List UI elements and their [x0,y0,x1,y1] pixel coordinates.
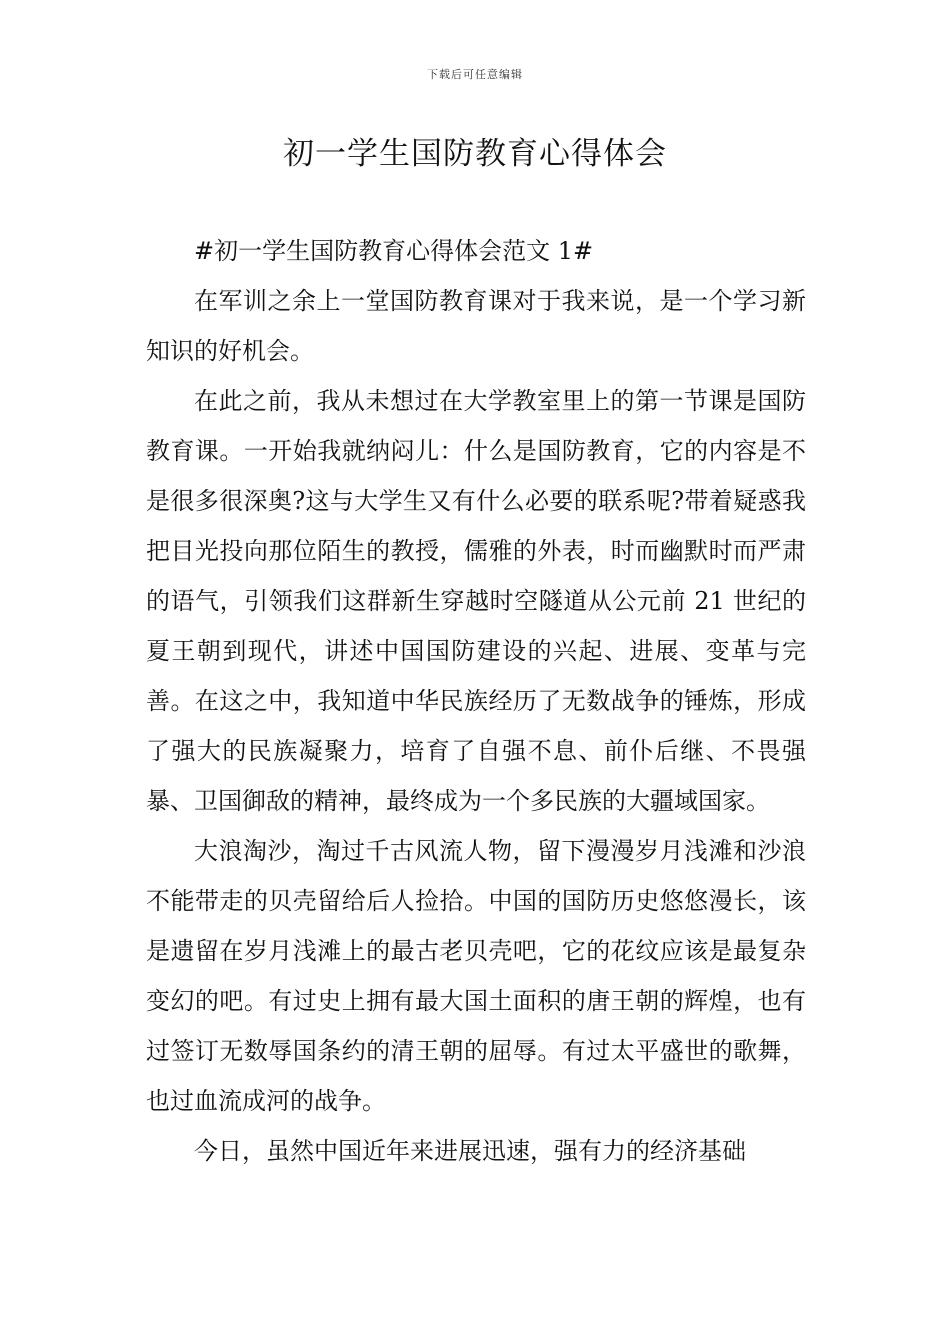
paragraph-4: 今日，虽然中国近年来进展迅速，强有力的经济基础 [194,1137,746,1165]
paragraph-3: 大浪淘沙，淘过千古风流人物，留下漫漫岁月浅滩和沙浪不能带走的贝壳留给后人捡拾。中国的国防历史悠悠漫长，该是遗留在岁月浅滩上的最古老贝壳吧，它的花纹应该是最复杂变幻的吧。有过史上拥有最大国土面积的唐王朝的辉煌，也有过签订无数辱国条约的清王朝的屈辱。有过太平盛世的歌舞，也过血流成河的战争。 [146,837,806,1115]
header-note: 下载后可任意编辑 [427,68,523,81]
document-title: 初一学生国防教育心得体会 [283,136,667,172]
section-heading: #初一学生国防教育心得体会范文 1# [194,237,594,265]
document-body [146,226,806,1176]
paragraph-2: 在此之前，我从未想过在大学教室里上的第一节课是国防教育课。一开始我就纳闷儿：什么是国防教育，它的内容是不是很多很深奥?这与大学生又有什么必要的联系呢?带着疑惑我把目光投向那位陌生的教授，儒雅的外表，时而幽默时而严肃的语气，引领我们这群新生穿越时空隧道从公元前 21 世纪的夏王朝到现代，讲述中国国防建设的兴起、进展、变革与完善。在这之中，我知道中华民族经历了无数战争的锤炼，形成了强大的民族凝聚力，培育了自强不息、前仆后继、不畏强暴、卫国御敌的精神，最终成为一个多民族的大疆域国家。 [146,387,806,815]
paragraph-1: 在军训之余上一堂国防教育课对于我来说，是一个学习新知识的好机会。 [146,287,806,365]
